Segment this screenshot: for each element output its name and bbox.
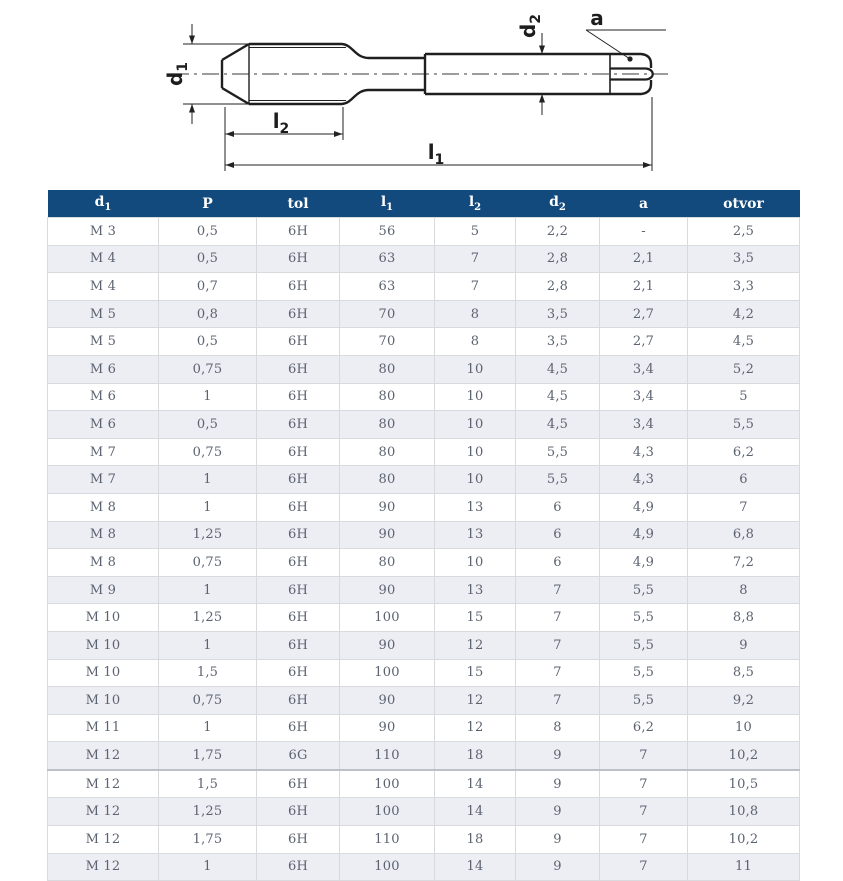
table-cell: M 5 [48, 328, 159, 356]
column-header: $l_1$ [340, 190, 435, 218]
table-cell: M 12 [48, 826, 159, 854]
table-cell: 7 [435, 273, 516, 301]
table-cell: 8 [688, 576, 800, 604]
dim-label-d1: $d_1$ [163, 61, 191, 87]
table-cell: M 10 [48, 659, 159, 687]
table-cell: 100 [340, 853, 435, 881]
table-cell: 7 [435, 245, 516, 273]
table-cell: 4,5 [688, 328, 800, 356]
table-cell: 6 [516, 521, 600, 549]
table-row [48, 300, 800, 328]
table-cell: 6,8 [688, 521, 800, 549]
table-cell: 63 [340, 245, 435, 273]
table-row [48, 411, 800, 439]
table-cell: M 6 [48, 383, 159, 411]
table-cell: 1 [159, 853, 257, 881]
column-header: $l_2$ [435, 190, 516, 218]
table-cell: 5 [435, 218, 516, 246]
table-cell: 7 [600, 826, 688, 854]
arrowhead [189, 104, 195, 113]
table-cell: 6H [257, 714, 340, 742]
dim-label-d2: $d_2$ [516, 13, 544, 39]
table-cell: 7 [600, 798, 688, 826]
table-row [48, 245, 800, 273]
table-cell: 7 [516, 687, 600, 715]
table-cell: 14 [435, 853, 516, 881]
table-cell: 2,1 [600, 245, 688, 273]
table-cell: 6H [257, 411, 340, 439]
table-cell: M 12 [48, 798, 159, 826]
table-cell: 1 [159, 383, 257, 411]
table-cell: 5,5 [600, 604, 688, 632]
table-cell: 100 [340, 770, 435, 798]
table-row [48, 604, 800, 632]
table-cell: 3,5 [516, 328, 600, 356]
table-row [48, 714, 800, 742]
table-cell: 90 [340, 687, 435, 715]
table-cell: 80 [340, 438, 435, 466]
table-cell: 6H [257, 687, 340, 715]
table-cell: M 7 [48, 438, 159, 466]
table-cell: 9 [516, 798, 600, 826]
table-cell: 10 [435, 549, 516, 577]
table-row [48, 853, 800, 881]
table-cell: 15 [435, 604, 516, 632]
table-row [48, 493, 800, 521]
table-cell: 6 [688, 466, 800, 494]
table-cell: 7 [600, 853, 688, 881]
table-cell: 10,2 [688, 742, 800, 770]
table-cell: 9 [516, 770, 600, 798]
table-cell: 2,2 [516, 218, 600, 246]
table-cell: 1,25 [159, 604, 257, 632]
table-cell: 7 [516, 631, 600, 659]
table-cell: 80 [340, 466, 435, 494]
table-row [48, 798, 800, 826]
table-cell: 6H [257, 853, 340, 881]
table-cell: M 3 [48, 218, 159, 246]
table-cell: 2,5 [688, 218, 800, 246]
column-header: otvor [688, 190, 800, 218]
table-cell: 0,75 [159, 438, 257, 466]
table-cell: 7 [516, 604, 600, 632]
dim-label-l1: $l_1$ [427, 140, 445, 168]
arrowhead [334, 131, 343, 137]
table-row [48, 770, 800, 798]
tap-technical-drawing [0, 0, 843, 190]
table-cell: 18 [435, 826, 516, 854]
table-cell: 3,5 [688, 245, 800, 273]
table-cell: 5,5 [516, 438, 600, 466]
table-cell: 8 [435, 328, 516, 356]
table-row [48, 328, 800, 356]
table-cell: 1 [159, 631, 257, 659]
table-cell: 9 [516, 853, 600, 881]
table-cell: 4,9 [600, 521, 688, 549]
table-cell: 6H [257, 659, 340, 687]
spec-table-wrap [47, 190, 800, 881]
table-cell: 10,8 [688, 798, 800, 826]
arrowhead [226, 162, 235, 168]
table-row [48, 521, 800, 549]
table-cell: 13 [435, 493, 516, 521]
table-cell: 4,5 [516, 355, 600, 383]
table-cell: 6,2 [688, 438, 800, 466]
table-cell: 10 [435, 438, 516, 466]
table-cell: 1 [159, 493, 257, 521]
table-cell: 6H [257, 438, 340, 466]
column-header: P [159, 190, 257, 218]
table-cell: 18 [435, 742, 516, 770]
table-cell: 6H [257, 770, 340, 798]
table-cell: 6G [257, 742, 340, 770]
table-cell: 6H [257, 300, 340, 328]
table-cell: 10 [435, 411, 516, 439]
arrowhead [643, 162, 652, 168]
tap-spec-table [47, 190, 800, 881]
table-cell: 0,75 [159, 687, 257, 715]
table-cell: 1 [159, 576, 257, 604]
column-header: tol [257, 190, 340, 218]
table-row [48, 687, 800, 715]
table-cell: 10 [435, 383, 516, 411]
table-cell: 14 [435, 798, 516, 826]
table-row [48, 466, 800, 494]
table-cell: 56 [340, 218, 435, 246]
table-cell: 1,75 [159, 742, 257, 770]
table-cell: 6H [257, 273, 340, 301]
table-cell: M 8 [48, 549, 159, 577]
table-cell: 90 [340, 576, 435, 604]
table-cell: 5,5 [600, 659, 688, 687]
table-cell: 100 [340, 604, 435, 632]
table-cell: 7,2 [688, 549, 800, 577]
table-cell: 7 [600, 770, 688, 798]
table-cell: M 7 [48, 466, 159, 494]
table-cell: 10,2 [688, 826, 800, 854]
table-cell: 2,1 [600, 273, 688, 301]
table-cell: 100 [340, 659, 435, 687]
table-cell: M 10 [48, 604, 159, 632]
table-cell: 8 [516, 714, 600, 742]
leader-dot [627, 56, 632, 61]
table-cell: 3,5 [516, 300, 600, 328]
table-cell: 10 [435, 466, 516, 494]
table-cell: 1,25 [159, 798, 257, 826]
table-cell: 80 [340, 383, 435, 411]
table-cell: 1,25 [159, 521, 257, 549]
table-cell: 6H [257, 521, 340, 549]
table-cell: 6H [257, 245, 340, 273]
column-header: $d_1$ [48, 190, 159, 218]
table-cell: 4,2 [688, 300, 800, 328]
table-cell: 3,4 [600, 411, 688, 439]
table-cell: 8,5 [688, 659, 800, 687]
table-cell: 4,9 [600, 493, 688, 521]
table-cell: 12 [435, 687, 516, 715]
table-header-row [48, 190, 800, 218]
table-cell: M 10 [48, 631, 159, 659]
table-cell: 6H [257, 576, 340, 604]
table-cell: 6H [257, 218, 340, 246]
table-cell: M 6 [48, 411, 159, 439]
table-cell: 12 [435, 631, 516, 659]
table-row [48, 383, 800, 411]
table-cell: 90 [340, 714, 435, 742]
table-cell: M 12 [48, 853, 159, 881]
table-cell: 1 [159, 466, 257, 494]
table-cell: 6H [257, 798, 340, 826]
table-cell: 1,5 [159, 770, 257, 798]
table-cell: 0,7 [159, 273, 257, 301]
table-cell: 0,8 [159, 300, 257, 328]
table-row [48, 826, 800, 854]
table-cell: 9 [688, 631, 800, 659]
table-cell: 0,75 [159, 549, 257, 577]
table-cell: 80 [340, 355, 435, 383]
arrowhead [539, 46, 545, 55]
table-cell: 6H [257, 826, 340, 854]
table-cell: 8,8 [688, 604, 800, 632]
table-cell: 90 [340, 493, 435, 521]
table-cell: 2,7 [600, 328, 688, 356]
table-cell: 70 [340, 300, 435, 328]
table-cell: M 6 [48, 355, 159, 383]
table-cell: 14 [435, 770, 516, 798]
table-cell: 6H [257, 328, 340, 356]
arrowhead [189, 36, 195, 45]
table-row [48, 218, 800, 246]
table-cell: 4,5 [516, 411, 600, 439]
dim-label-a: a [590, 6, 604, 30]
table-cell: M 10 [48, 687, 159, 715]
table-cell: 10 [688, 714, 800, 742]
table-cell: 5,5 [688, 411, 800, 439]
table-cell: 6H [257, 604, 340, 632]
table-row [48, 742, 800, 770]
table-cell: 6H [257, 355, 340, 383]
table-cell: 5,5 [600, 631, 688, 659]
table-cell: 7 [600, 742, 688, 770]
table-cell: 70 [340, 328, 435, 356]
table-cell: 13 [435, 576, 516, 604]
table-cell: 0,5 [159, 218, 257, 246]
table-cell: 5,5 [516, 466, 600, 494]
table-cell: 3,4 [600, 355, 688, 383]
table-cell: 10 [435, 355, 516, 383]
table-cell: M 11 [48, 714, 159, 742]
table-cell: 0,5 [159, 328, 257, 356]
table-cell: 6H [257, 549, 340, 577]
column-header: a [600, 190, 688, 218]
table-cell: 6H [257, 466, 340, 494]
table-cell: 5,5 [600, 576, 688, 604]
table-cell: 5,5 [600, 687, 688, 715]
table-cell: 6,2 [600, 714, 688, 742]
table-cell: 6 [516, 549, 600, 577]
table-row [48, 355, 800, 383]
table-cell: M 5 [48, 300, 159, 328]
dim-label-l2: $l_2$ [272, 109, 290, 137]
table-cell: 100 [340, 798, 435, 826]
table-cell: M 4 [48, 273, 159, 301]
arrowhead [539, 94, 545, 103]
table-cell: 63 [340, 273, 435, 301]
table-cell: - [600, 218, 688, 246]
table-cell: 6H [257, 493, 340, 521]
table-cell: 6H [257, 383, 340, 411]
table-cell: 1,5 [159, 659, 257, 687]
table-cell: 7 [688, 493, 800, 521]
arrowhead [226, 131, 235, 137]
table-cell: 0,75 [159, 355, 257, 383]
table-cell: 4,3 [600, 466, 688, 494]
table-cell: 7 [516, 576, 600, 604]
table-cell: 15 [435, 659, 516, 687]
table-cell: 2,8 [516, 273, 600, 301]
table-cell: M 8 [48, 493, 159, 521]
column-header: $d_2$ [516, 190, 600, 218]
table-body [48, 218, 800, 881]
table-cell: 110 [340, 826, 435, 854]
table-cell: 1,75 [159, 826, 257, 854]
table-cell: 80 [340, 549, 435, 577]
table-cell: M 12 [48, 742, 159, 770]
dimension-d2 [516, 14, 545, 115]
table-row [48, 631, 800, 659]
table-cell: 5 [688, 383, 800, 411]
table-cell: 4,9 [600, 549, 688, 577]
table-cell: 7 [516, 659, 600, 687]
table-cell: M 9 [48, 576, 159, 604]
table-cell: 11 [688, 853, 800, 881]
table-cell: 9 [516, 742, 600, 770]
table-cell: 9 [516, 826, 600, 854]
table-cell: 4,5 [516, 383, 600, 411]
table-cell: 4,3 [600, 438, 688, 466]
table-row [48, 549, 800, 577]
table-row [48, 273, 800, 301]
table-cell: 13 [435, 521, 516, 549]
table-cell: 90 [340, 631, 435, 659]
table-cell: 110 [340, 742, 435, 770]
table-cell: 1 [159, 714, 257, 742]
table-cell: M 4 [48, 245, 159, 273]
table-cell: 3,3 [688, 273, 800, 301]
table-cell: 2,8 [516, 245, 600, 273]
table-cell: 3,4 [600, 383, 688, 411]
table-cell: 5,2 [688, 355, 800, 383]
table-cell: 90 [340, 521, 435, 549]
table-row [48, 438, 800, 466]
table-cell: 9,2 [688, 687, 800, 715]
table-cell: 0,5 [159, 411, 257, 439]
dimension-l2 [225, 107, 343, 171]
table-cell: 8 [435, 300, 516, 328]
table-cell: 0,5 [159, 245, 257, 273]
table-head [48, 190, 800, 218]
table-cell: 6 [516, 493, 600, 521]
table-row [48, 659, 800, 687]
tap-drawing-svg [0, 0, 843, 190]
table-cell: 80 [340, 411, 435, 439]
table-cell: 10,5 [688, 770, 800, 798]
table-cell: 2,7 [600, 300, 688, 328]
table-cell: 6H [257, 631, 340, 659]
table-cell: M 12 [48, 770, 159, 798]
table-cell: M 8 [48, 521, 159, 549]
table-cell: 12 [435, 714, 516, 742]
table-row [48, 576, 800, 604]
